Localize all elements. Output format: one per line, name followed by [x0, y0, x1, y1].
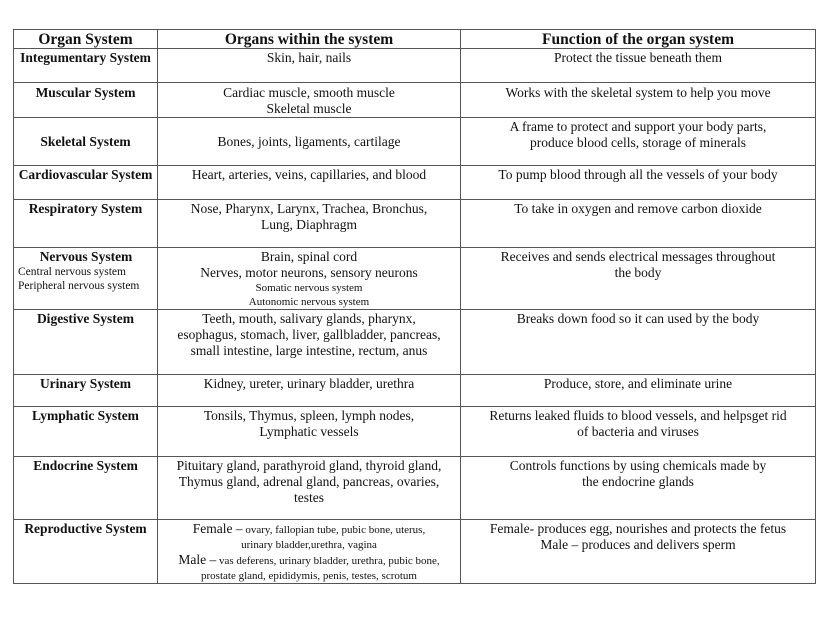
system-name: Endocrine System	[14, 457, 158, 520]
table-row	[14, 166, 816, 200]
function-line: Controls functions by using chemicals made by	[509, 458, 767, 473]
organs-sub-line: Autonomic nervous system	[248, 296, 370, 308]
header-organ-system: Organ System	[14, 30, 158, 49]
female-organs: ovary, fallopian tube, pubic bone, uterus,	[242, 524, 426, 536]
organs-line: testes	[294, 490, 324, 505]
table-row	[14, 457, 816, 520]
organs-cell	[158, 118, 461, 166]
organs-line: Heart, arteries, veins, capillaries, and blood	[191, 167, 427, 182]
system-name: Urinary System	[14, 375, 158, 407]
function-cell	[461, 118, 816, 166]
system-name: Respiratory System	[14, 200, 158, 248]
system-name: Muscular System	[14, 83, 158, 118]
function-line: Breaks down food so it can used by the body	[516, 311, 760, 326]
function-line: To take in oxygen and remove carbon dioxide	[514, 201, 762, 216]
organs-line: Skin, hair, nails	[266, 50, 352, 65]
function-cell	[461, 200, 816, 248]
table-row	[14, 49, 816, 83]
organs-line: Kidney, ureter, urinary bladder, urethra	[203, 376, 415, 391]
function-line: Protect the tissue beneath them	[554, 50, 722, 65]
table-row	[14, 248, 816, 310]
subsystem-label: Central nervous system	[18, 266, 126, 278]
function-line: Produce, store, and eliminate urine	[543, 376, 733, 391]
organs-sub-line: Somatic nervous system	[255, 282, 363, 294]
organs-line: Brain, spinal cord	[260, 249, 358, 264]
function-line: A frame to protect and support your body parts,	[509, 119, 767, 134]
function-cell	[461, 248, 816, 310]
organ-systems-table	[13, 29, 816, 584]
function-cell	[461, 520, 816, 584]
organs-line: Nerves, motor neurons, sensory neurons	[200, 265, 418, 280]
table-row	[14, 310, 816, 375]
system-name: Digestive System	[14, 310, 158, 375]
organs-line: Pituitary gland, parathyroid gland, thyroid gland,	[176, 458, 442, 473]
function-line: produce blood cells, storage of minerals	[530, 135, 746, 150]
male-organs-cont: prostate gland, epididymis, penis, testes, scrotum	[201, 570, 417, 582]
table-row	[14, 520, 816, 584]
function-line: Returns leaked fluids to blood vessels, and helpsget rid	[489, 408, 787, 423]
system-name-cell	[14, 248, 158, 310]
organs-cell	[158, 248, 461, 310]
organs-cell	[158, 520, 461, 584]
organs-line: Lymphatic vessels	[259, 424, 359, 439]
male-organs: vas deferens, urinary bladder, urethra, pubic bone,	[216, 555, 440, 567]
organs-cell	[158, 457, 461, 520]
organs-line: Thymus gland, adrenal gland, pancreas, ovaries,	[178, 474, 440, 489]
organs-line: Tonsils, Thymus, spleen, lymph nodes,	[203, 408, 415, 423]
organs-line: Skeletal muscle	[266, 101, 352, 116]
female-label: Female –	[192, 521, 243, 536]
subsystem-label: Peripheral nervous system	[18, 280, 140, 292]
function-cell	[461, 83, 816, 118]
function-cell	[461, 407, 816, 457]
organs-cell	[158, 407, 461, 457]
system-name: Integumentary System	[14, 49, 158, 83]
table-row	[14, 375, 816, 407]
organs-cell	[158, 49, 461, 83]
organs-line: Bones, joints, ligaments, cartilage	[217, 134, 401, 149]
function-cell	[461, 375, 816, 407]
organs-line: Lung, Diaphragm	[261, 217, 357, 232]
header-organs: Organs within the system	[158, 30, 461, 49]
table-row	[14, 407, 816, 457]
function-line: the body	[614, 265, 662, 280]
function-cell	[461, 310, 816, 375]
function-line: Works with the skeletal system to help you move	[505, 85, 771, 100]
function-line: Receives and sends electrical messages throughout	[500, 249, 776, 264]
function-cell	[461, 457, 816, 520]
organs-cell	[158, 375, 461, 407]
system-name: Cardiovascular System	[14, 166, 158, 200]
organs-line: esophagus, stomach, liver, gallbladder, pancreas,	[177, 327, 441, 342]
function-line: of bacteria and viruses	[577, 424, 699, 439]
table-row	[14, 200, 816, 248]
organs-cell	[158, 83, 461, 118]
function-line: the endocrine glands	[582, 474, 694, 489]
organs-line: Teeth, mouth, salivary glands, pharynx,	[202, 311, 416, 326]
organs-cell	[158, 200, 461, 248]
organs-cell	[158, 166, 461, 200]
organs-line: Cardiac muscle, smooth muscle	[223, 85, 395, 100]
system-name: Lymphatic System	[14, 407, 158, 457]
system-name: Skeletal System	[14, 118, 158, 166]
header-function: Function of the organ system	[461, 30, 816, 49]
organs-cell	[158, 310, 461, 375]
table-row	[14, 118, 816, 166]
function-line: To pump blood through all the vessels of your body	[498, 167, 778, 182]
header-row	[14, 30, 816, 49]
table-row	[14, 83, 816, 118]
male-label: Male –	[178, 552, 217, 567]
function-cell	[461, 49, 816, 83]
organs-line: small intestine, large intestine, rectum, anus	[190, 343, 428, 358]
organs-line: Nose, Pharynx, Larynx, Trachea, Bronchus,	[190, 201, 428, 216]
system-name: Nervous System	[39, 249, 133, 264]
system-name: Reproductive System	[14, 520, 158, 584]
function-line: Female- produces egg, nourishes and protects the fetus	[489, 521, 787, 536]
function-cell	[461, 166, 816, 200]
function-line: Male – produces and delivers sperm	[540, 537, 736, 552]
female-organs-cont: urinary bladder,urethra, vagina	[241, 539, 377, 551]
